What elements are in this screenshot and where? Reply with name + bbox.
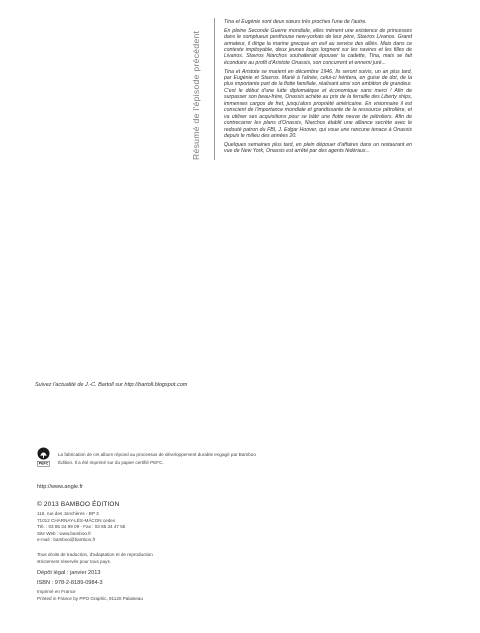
summary-paragraph: En pleine Seconde Guerre mondiale, elles mènent une existence de princesses dans le somptueux penthouse new-yorkais de leur père, Stavros Livanos. Grand armateur, il dirige la marine grecque en exil au service des alliés. Mais dans ce contexte impitoyable, deux jeunes loups lorgnent sur les navires et les filles de Livanos. Stavros Niarchos souhaiterait épouser la cadette, Tina, mais se fait éconduire au profit d'Aristote Onassis, son concurrent et ennemi juré... <box>224 27 412 66</box>
rights-line: strictement réservés pour tous pays. <box>37 558 112 564</box>
address-line: 71012 CHARNAY-LÈS-MÂCON cedex <box>37 517 116 523</box>
episode-summary <box>224 19 412 157</box>
publisher-address <box>37 511 125 544</box>
legal-deposit: Dépôt légal : janvier 2013 <box>37 570 101 576</box>
rights-notice <box>37 552 153 565</box>
summary-paragraph: Quelques semaines plus tard, en plein dépouer d'affaires dans un restaurant en vue de New York, Onassis est arrêté par des agents fédéraux... <box>224 141 412 155</box>
printed-line: Printed in France by PPO Graphic, 91120 Palaiseau <box>37 595 143 601</box>
website-link[interactable]: http://www.angle.fr <box>37 484 84 490</box>
pefc-notice: La fabrication de cet album répond au processus de développement durable engagé par Bamboo Édition. Il a été imprimé sur du papier certifié PEFC. <box>58 452 256 465</box>
printed-line: Imprimé en France <box>37 589 76 594</box>
copyright-line: © 2013 BAMBOO ÉDITION <box>37 501 120 508</box>
rights-line: Tous droits de traduction, d'adaptation et de reproduction <box>37 552 153 557</box>
phone-line: Tél. : 03 85 34 99 09 - Fax : 03 85 34 47 55 <box>37 524 126 530</box>
address-line: 116, rue des Jonchères - BP 3 <box>37 511 99 516</box>
pefc-logo-icon <box>37 447 50 467</box>
summary-paragraph: Tina et Aristote se marient en décembre 1946. Ils seront suivis, un an plus tard, par Eugénie et Stavros. Marié à l'aînée, celui-ci héritera, en guise de dot, de la plus importante part de la flotte familiale, réalisant ainsi son ambition de grandeur. C'est le début d'une lutte diplomatique et économique sans merci ! Afin de surpasser son beau-frère, Onassis achète au prix de la ferraille des Liberty ships, immenses cargos de fret, jusqu'alors propriété américaine. En visionnaire il est conscient de l'importance mondiale et grandissante de la ressource pétrolière, et va utiliser ses acquisitions pour se bâtir une flotte neuve de pétroliers. Afin de contrecarrer les plans d'Onassis, Niarchos établit une alliance secrète avec le redouté patron du FBI, J. Edgar Hoover, qui voue une rancune tenace à Onassis depuis le milieu des années 20. <box>224 68 412 140</box>
vertical-divider <box>214 18 215 160</box>
pefc-logo-label: PEFC <box>38 461 49 466</box>
author-blog-line: Suivez l'actualité de J.-C. Bartoll sur http://bartoll.blogspot.com <box>35 382 188 388</box>
episode-summary-heading: Résumé de l'épisode précédent <box>191 30 201 160</box>
legal-info <box>37 569 103 588</box>
email-line[interactable]: e-mail : bamboo@bamboo.fr <box>37 537 96 543</box>
summary-paragraph: Tina et Eugénie sont deux sœurs très proches l'une de l'autre. <box>224 19 367 25</box>
isbn: ISBN : 978-2-8189-0984-3 <box>37 579 103 586</box>
site-line[interactable]: Site Web : www.bamboo.fr <box>37 530 92 536</box>
printer-info <box>37 589 143 602</box>
